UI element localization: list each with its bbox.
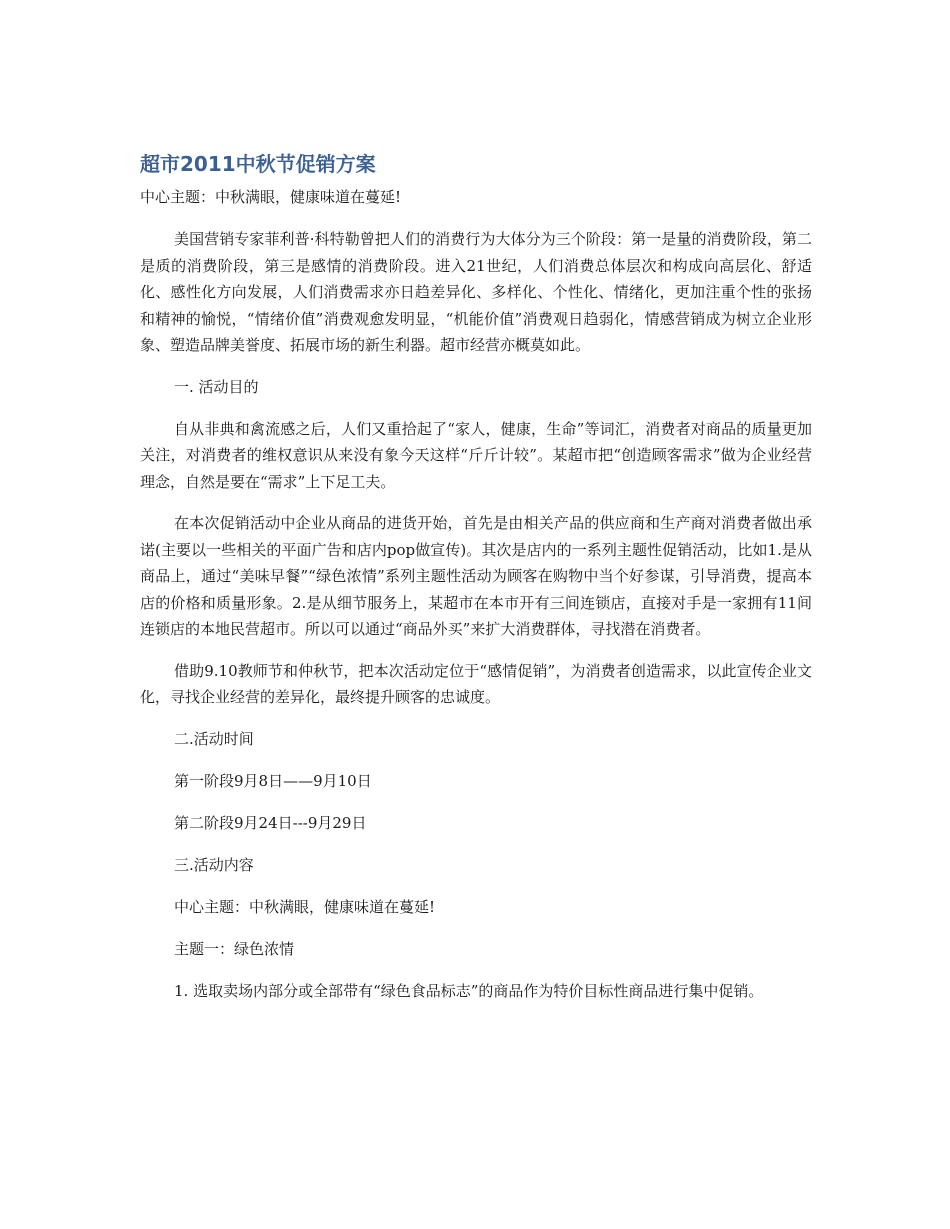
- goal-paragraph-1: 自从非典和禽流感之后，人们又重拾起了“家人，健康，生命”等词汇，消费者对商品的质量更加关注，对消费者的维权意识从来没有象今天这样“斤斤计较”。某超市把“创造顾客需求”做为企业经营理念，自然是要在“需求”上下足工夫。: [140, 419, 812, 491]
- section-heading-goal: 一. 活动目的: [174, 377, 259, 396]
- theme-one-item-1: 1. 选取卖场内部分或全部带有“绿色食品标志”的商品作为特价目标性商品进行集中促销。: [174, 981, 764, 1000]
- goal-paragraph-3: 借助9.10教师节和仲秋节，把本次活动定位于“感情促销”，为消费者创造需求，以此宣传企业文化，寻找企业经营的差异化，最终提升顾客的忠诚度。: [140, 661, 812, 706]
- theme-one-line: 主题一：绿色浓情: [174, 939, 295, 958]
- goal-paragraph-2: 在本次促销活动中企业从商品的进货开始，首先是由相关产品的供应商和生产商对消费者做出承诺(主要以一些相关的平面广告和店内pop做宣传)。其次是店内的一系列主题性促销活动，比如1.是从商品上，通过“美味早餐”“绿色浓情”系列主题性活动为顾客在购物中当个好参谋，引导消费，提高本店的价格和质量形象。2.是从细节服务上，某超市在本市开有三间连锁店，直接对手是一家拥有11间连锁店的本地民营超市。所以可以通过“商品外买”来扩大消费群体，寻找潜在消费者。: [140, 514, 812, 638]
- intro-paragraph: 美国营销专家菲利普·科特勒曾把人们的消费行为大体分为三个阶段：第一是量的消费阶段，第二是质的消费阶段，第三是感情的消费阶段。进入21世纪，人们消费总体层次和构成向高层化、舒适化、感性化方向发展，人们消费需求亦日趋差异化、多样化、个性化、情绪化，更加注重个性的张扬和精神的愉悦，“情绪价值”消费观愈发明显，“机能价值”消费观日趋弱化，情感营销成为树立企业形象、塑造品牌美誉度、拓展市场的新生利器。超市经营亦概莫如此。: [140, 230, 812, 354]
- section-heading-time: 二.活动时间: [174, 729, 254, 748]
- document-title: 超市2011中秋节促销方案: [140, 152, 376, 176]
- document-subtitle: 中心主题：中秋满眼，健康味道在蔓延!: [140, 188, 402, 206]
- phase-two-line: 第二阶段9月24日---9月29日: [174, 813, 367, 832]
- central-theme-line: 中心主题：中秋满眼，健康味道在蔓延!: [174, 897, 436, 916]
- section-heading-content: 三.活动内容: [174, 855, 254, 874]
- document-page: [140, 150, 812, 1019]
- phase-one-line: 第一阶段9月8日——9月10日: [174, 771, 372, 790]
